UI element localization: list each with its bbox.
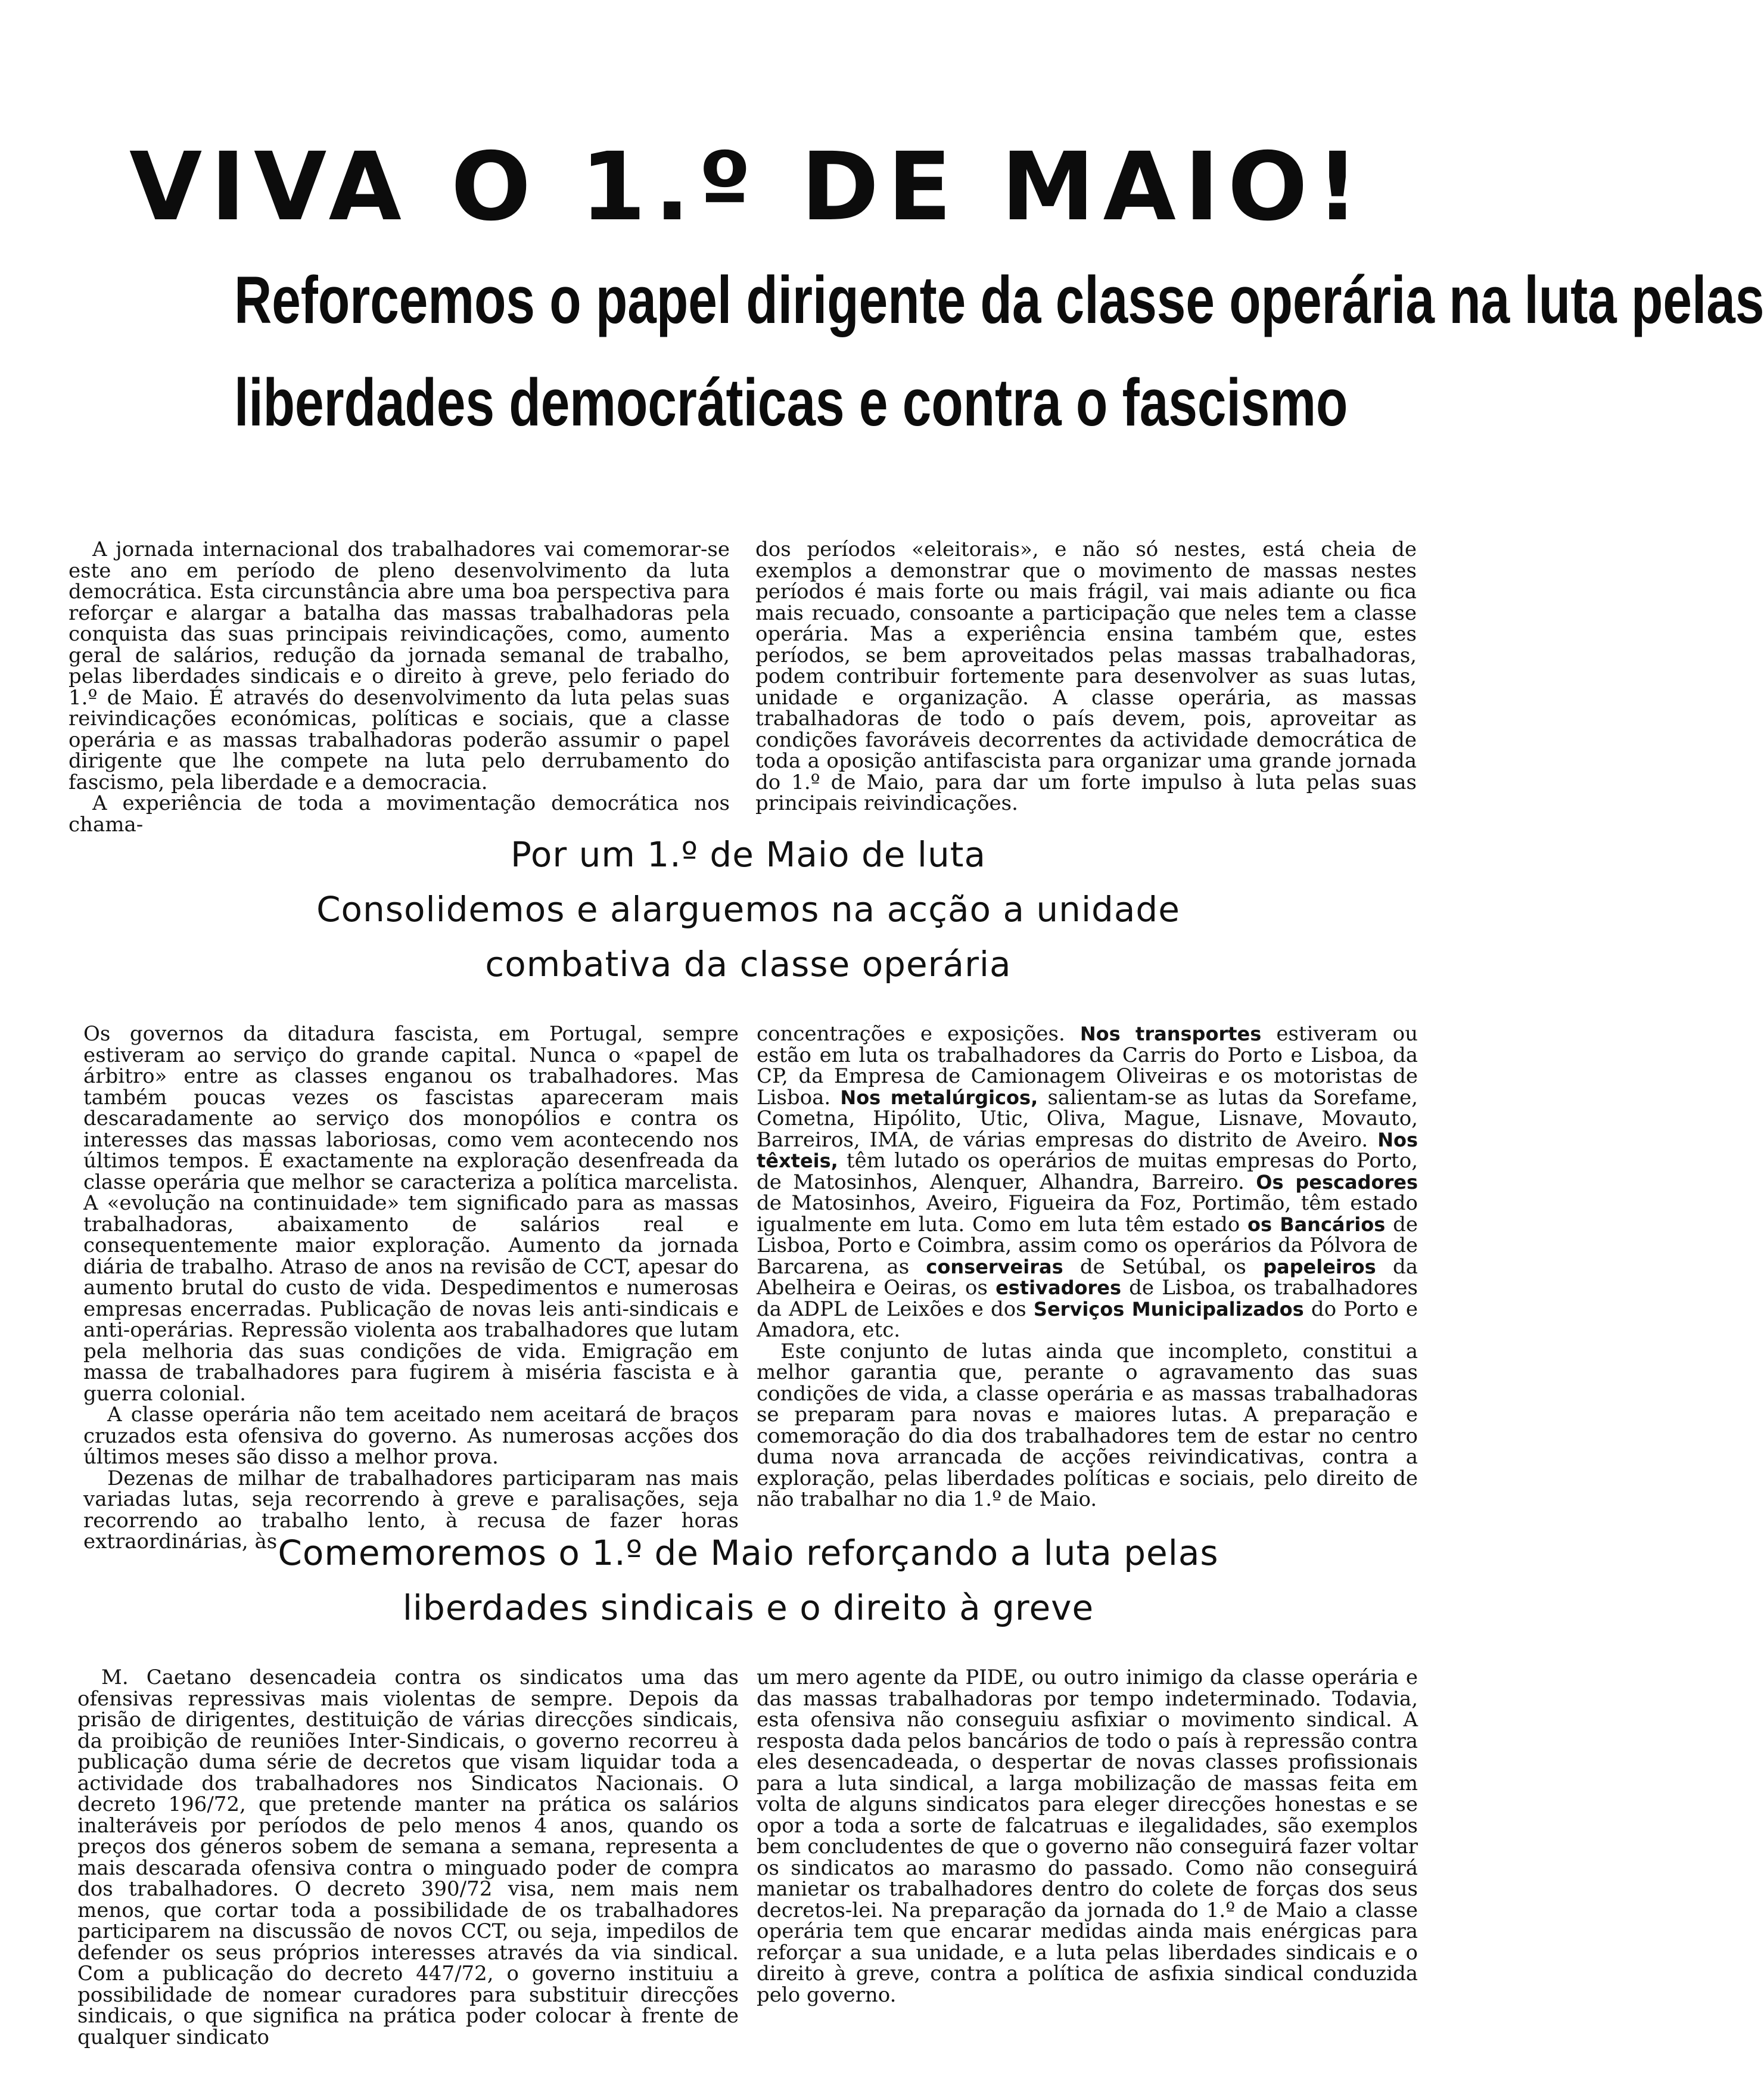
unity-column-left: [83, 1024, 739, 1553]
unity-paragraph-4: Este conjunto de lutas ainda que incompleto, constitui a melhor garantia que, perante o agravamento das suas condições de vida, a classe operária e as massas trabalhadoras se preparam para novas e maiores lutas. A preparação e comemoração do dia dos trabalhadores tem de estar no centro duma nova arrancada de acções reivindicativas, contra a exploração, pelas liberdades políticas e sociais, pelo direito de não trabalhar no dia 1.º de Maio.: [757, 1339, 1418, 1511]
text-run: do Porto e Amadora, etc.: [757, 1297, 1418, 1342]
intro-paragraph-2: A experiência de toda a movimentação democrática nos chama-: [69, 791, 730, 837]
text-run: de Matosinhos, Aveiro, Figueira da Foz, Portimão, têm estado igualmente em luta. Como em luta têm estado: [757, 1191, 1418, 1236]
text-run: têm lutado os operários de muitas empresas do Porto, de Matosinhos, Alenquer, Alhandra, Barreiro.: [757, 1149, 1418, 1194]
intro-paragraph-3: dos períodos «eleitorais», e não só nestes, está cheia de exemplos a demonstrar que o movimento de massas nestes períodos é mais forte ou mais frágil, vai mais adiante ou fica mais recuado, consoante a participação que neles tem a classe operária. Mas a experiência ensina também que, estes períodos, se bem aproveitados pelas massas trabalhadoras, podem contribuir fortemente para desenvolver as suas lutas, unidade e organização. A classe operária, as massas trabalhadoras de todo o país devem, pois, aproveitar as condições favoráveis decorrentes da actividade democrática de toda a oposição antifascista para organizar uma grande jornada do 1.º de Maio, para dar um forte impulso à luta pelas suas principais reivindicações.: [755, 537, 1417, 815]
sector-label: Nos têxteis,: [757, 1128, 1418, 1172]
strikes-list-paragraph: [757, 1024, 1418, 1341]
sector-label: Nos metalúrgicos,: [840, 1086, 1038, 1109]
sector-label: conserveiras: [926, 1255, 1063, 1278]
intro-column-right: [755, 539, 1417, 815]
unions-paragraph-2: um mero agente da PIDE, ou outro inimigo da classe operária e das massas trabalhadoras por tempo indeterminado. Todavia, esta ofensiva não conseguiu asfixiar o movimento sindical. A resposta dada pelos bancários de todo o país à repressão contra eles desencadeada, o despertar de novas classes profissionais para a luta sindical, a larga mobilização de massas feita em volta de alguns sindicatos para eleger direcções honestas e se opor a toda a sorte de falcatruas e ilegalidades, são exemplos bem concludentes de que o governo não conseguirá fazer voltar os sindicatos ao marasmo do passado. Como não conseguirá manietar os trabalhadores dentro do colete de forças dos seus decretos-lei. Na preparação da jornada do 1.º de Maio a classe operária tem que encarar medidas ainda mais enérgicas para reforçar a sua unidade, e a luta pelas liberdades sindicais e o direito à greve, contra a política de asfixia sindical conduzida pelo governo.: [757, 1666, 1418, 2007]
subtitle-line-1: Reforcemos o papel dirigente da classe operária na luta pelas: [234, 263, 1764, 337]
section-heading-unity: [0, 827, 1497, 992]
text-run: estiveram ou estão em luta os trabalhadores da Carris do Porto e Lisboa, da CP, da Empresa de Camionagem Oliveiras e os motoristas de Lisboa.: [757, 1022, 1418, 1110]
section-heading-unions: [0, 1525, 1497, 1635]
text-run: da Abelheira e Oeiras, os: [757, 1254, 1418, 1300]
heading-line: Consolidemos e alarguemos na acção a unidade: [316, 889, 1180, 930]
unions-paragraph-1: M. Caetano desencadeia contra os sindicatos uma das ofensivas repressivas mais violentas de sempre. Depois da prisão de dirigentes, destituição de várias direcções sindicais, da proibição de reuniões Inter-Sindicais, o governo recorreu à publicação duma série de decretos que visam liquidar toda a actividade dos trabalhadores nos Sindicatos Nacionais. O decreto 196/72, que pretende manter na prática os salários inalteráveis por períodos de pelo menos 4 anos, quando os preços dos géneros sobem de semana a semana, representa a mais descarada ofensiva contra o minguado poder de compra dos trabalhadores. O decreto 390/72 visa, nem mais nem menos, que cortar toda a possibilidade de os trabalhadores participarem na discussão de novos CCT, ou seja, impedilos de defender os seus próprios interesses através da via sindical. Com a publicação do decreto 447/72, o governo instituiu a possibilidade de nomear curadores para substituir direcções sindicais, o que significa na prática poder colocar à frente de qualquer sindicato: [77, 1666, 739, 2049]
text-run: concentrações e exposições.: [757, 1022, 1080, 1046]
intro-paragraph-1: A jornada internacional dos trabalhadores vai comemorar-se este ano em período de pleno desenvolvimento da luta democrática. Esta circunstância abre uma boa perspectiva para reforçar e alargar a batalha das massas trabalhadoras pela conquista das suas principais reivindicações, como, aumento geral de salários, redução da jornada semanal de trabalho, pelas liberdades sindicais e o direito à greve, pelo feriado do 1.º de Maio. É através do desenvolvimento da luta pelas suas reivindicações económicas, políticas e sociais, que a classe operária e as massas trabalhadoras poderão assumir o papel dirigente que lhe compete na luta pelo derrubamento do fascismo, pela liberdade e a democracia.: [69, 537, 730, 794]
intro-column-left: [69, 539, 730, 835]
sector-label: Nos transportes: [1079, 1023, 1262, 1045]
sector-label: Os pescadores: [1256, 1170, 1418, 1194]
text-run: de Lisboa, Porto e Coimbra, assim como os operários da Pólvora de Barcarena, as: [757, 1212, 1418, 1279]
unity-paragraph-3: Dezenas de milhar de trabalhadores participaram nas mais variadas lutas, seja recorrendo à greve e paralisações, seja recorrendo ao trabalho lento, à recusa de fazer horas extraordinárias, às: [83, 1466, 739, 1553]
main-title: VIVA O 1.º DE MAIO!: [129, 132, 1368, 242]
sector-label: papeleiros: [1263, 1255, 1376, 1278]
sector-label: os Bancários: [1247, 1213, 1386, 1236]
heading-line: Por um 1.º de Maio de luta: [510, 834, 987, 875]
subtitle-line-2: liberdades democráticas e contra o fascismo: [234, 365, 1348, 440]
unions-column-right: [757, 1667, 1418, 2006]
heading-line: combativa da classe operária: [485, 944, 1012, 984]
unity-paragraph-1: Os governos da ditadura fascista, em Portugal, sempre estiveram ao serviço do grande capital. Nunca o «papel de árbitro» entre as classes enganou os trabalhadores. Mas também poucas vezes os fascistas apareceram mais descaradamente ao serviço dos monopólios e contra os interesses das massas laboriosas, como vem acontecendo nos últimos tempos. É exactamente na exploração desenfreada da classe operária que melhor se caracteriza a política marcelista. A «evolução na continuidade» tem significado para as massas trabalhadoras, abaixamento de salários real e consequentemente maior exploração. Aumento da jornada diária de trabalho. Atraso de anos na revisão de CCT, apesar do aumento brutal do custo de vida. Despedimentos e numerosas empresas encerradas. Publicação de novas leis anti-sindicais e anti-operárias. Repressão violenta aos trabalhadores que lutam pela melhoria das suas condições de vida. Emigração em massa de trabalhadores para fugirem à miséria fascista e à guerra colonial.: [83, 1022, 739, 1406]
heading-line: Comemoremos o 1.º de Maio reforçando a luta pelas: [278, 1533, 1219, 1573]
unity-column-right: [757, 1024, 1418, 1511]
sector-label: Serviços Municipalizados: [1033, 1297, 1304, 1320]
text-run: de Setúbal, os: [1063, 1254, 1264, 1279]
text-run: salientam-se as lutas da Sorefame, Cometna, Hipólito, Utic, Oliva, Mague, Lisnave, Movauto, Barreiros, IMA, de várias empresas do distrito de Aveiro.: [757, 1085, 1418, 1152]
unity-paragraph-2: A classe operária não tem aceitado nem aceitará de braços cruzados esta ofensiva do governo. As numerosas acções dos últimos meses são disso a melhor prova.: [83, 1403, 739, 1469]
heading-line: liberdades sindicais e o direito à greve: [402, 1587, 1094, 1628]
text-run: de Lisboa, os trabalhadores da ADPL de Leixões e dos: [757, 1276, 1418, 1321]
sector-label: estivadores: [995, 1276, 1121, 1299]
unions-column-left: [77, 1667, 739, 2048]
